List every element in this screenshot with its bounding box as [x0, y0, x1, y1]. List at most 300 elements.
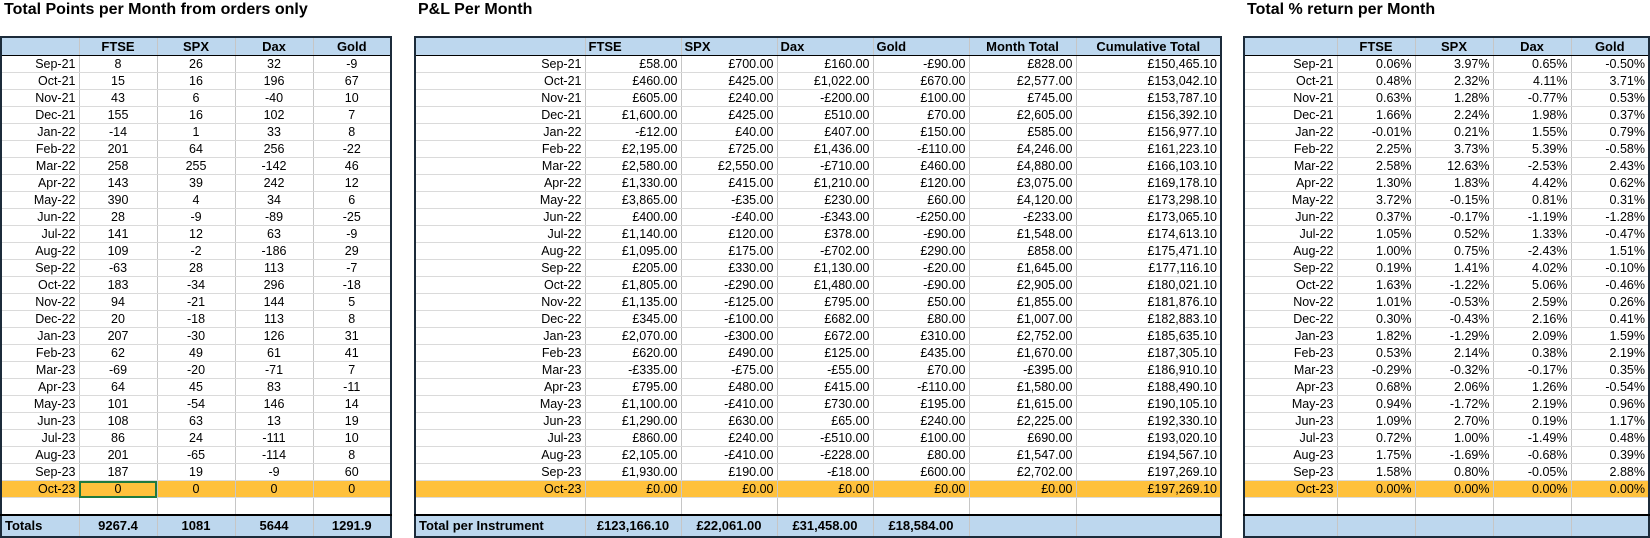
- month-cell[interactable]: May-23: [415, 396, 585, 413]
- value-cell[interactable]: -1.28%: [1571, 209, 1649, 226]
- ret-header-4[interactable]: Gold: [1571, 37, 1649, 56]
- month-cell[interactable]: Apr-23: [415, 379, 585, 396]
- value-cell[interactable]: 3.73%: [1415, 141, 1493, 158]
- value-cell[interactable]: -0.43%: [1415, 311, 1493, 328]
- value-cell[interactable]: 0: [157, 481, 235, 498]
- value-cell[interactable]: 2.32%: [1415, 73, 1493, 90]
- value-cell[interactable]: 46: [313, 158, 391, 175]
- month-cell[interactable]: Apr-22: [1, 175, 79, 192]
- empty-cell[interactable]: [969, 498, 1076, 516]
- month-cell[interactable]: Jan-23: [1244, 328, 1337, 345]
- value-cell[interactable]: 1.58%: [1337, 464, 1415, 481]
- value-cell[interactable]: 2.09%: [1493, 328, 1571, 345]
- value-cell[interactable]: 83: [235, 379, 313, 396]
- value-cell[interactable]: 0.00%: [1571, 481, 1649, 498]
- value-cell[interactable]: -1.69%: [1415, 447, 1493, 464]
- value-cell[interactable]: 6: [313, 192, 391, 209]
- value-cell[interactable]: 108: [79, 413, 157, 430]
- month-cell[interactable]: Sep-22: [1244, 260, 1337, 277]
- value-cell[interactable]: £188,490.10: [1076, 379, 1221, 396]
- value-cell[interactable]: 60: [313, 464, 391, 481]
- value-cell[interactable]: £415.00: [681, 175, 777, 192]
- value-cell[interactable]: -2.53%: [1493, 158, 1571, 175]
- empty-cell[interactable]: [681, 498, 777, 516]
- value-cell[interactable]: £1,290.00: [585, 413, 681, 430]
- month-cell[interactable]: Sep-23: [1244, 464, 1337, 481]
- value-cell[interactable]: 63: [235, 226, 313, 243]
- value-cell[interactable]: £150.00: [873, 124, 969, 141]
- value-cell[interactable]: 0: [79, 481, 157, 498]
- value-cell[interactable]: 94: [79, 294, 157, 311]
- value-cell[interactable]: 2.19%: [1493, 396, 1571, 413]
- value-cell[interactable]: -9: [157, 209, 235, 226]
- value-cell[interactable]: 258: [79, 158, 157, 175]
- value-cell[interactable]: -£55.00: [777, 362, 873, 379]
- value-cell[interactable]: -£250.00: [873, 209, 969, 226]
- month-cell[interactable]: Oct-21: [415, 73, 585, 90]
- month-cell[interactable]: Oct-23: [1244, 481, 1337, 498]
- value-cell[interactable]: £80.00: [873, 311, 969, 328]
- value-cell[interactable]: 2.43%: [1571, 158, 1649, 175]
- value-cell[interactable]: 28: [157, 260, 235, 277]
- value-cell[interactable]: 296: [235, 277, 313, 294]
- value-cell[interactable]: -18: [157, 311, 235, 328]
- month-cell[interactable]: Jul-22: [1244, 226, 1337, 243]
- value-cell[interactable]: £2,905.00: [969, 277, 1076, 294]
- value-cell[interactable]: 8: [79, 56, 157, 73]
- value-cell[interactable]: 14: [313, 396, 391, 413]
- value-cell[interactable]: 29: [313, 243, 391, 260]
- month-cell[interactable]: Dec-21: [1, 107, 79, 124]
- month-cell[interactable]: Mar-23: [1244, 362, 1337, 379]
- value-cell[interactable]: 32: [235, 56, 313, 73]
- value-cell[interactable]: £65.00: [777, 413, 873, 430]
- pnl-header-3[interactable]: Dax: [777, 37, 873, 56]
- value-cell[interactable]: £2,550.00: [681, 158, 777, 175]
- month-cell[interactable]: Sep-22: [415, 260, 585, 277]
- value-cell[interactable]: £1,600.00: [585, 107, 681, 124]
- month-cell[interactable]: Nov-21: [1, 90, 79, 107]
- empty-cell[interactable]: [1244, 498, 1337, 516]
- value-cell[interactable]: 0.72%: [1337, 430, 1415, 447]
- value-cell[interactable]: -9: [313, 226, 391, 243]
- value-cell[interactable]: £4,246.00: [969, 141, 1076, 158]
- value-cell[interactable]: 1: [157, 124, 235, 141]
- value-cell[interactable]: £3,075.00: [969, 175, 1076, 192]
- value-cell[interactable]: 0.53%: [1571, 90, 1649, 107]
- value-cell[interactable]: 86: [79, 430, 157, 447]
- empty-cell[interactable]: [79, 498, 157, 516]
- month-cell[interactable]: Nov-22: [1244, 294, 1337, 311]
- month-cell[interactable]: Jun-23: [415, 413, 585, 430]
- month-cell[interactable]: Sep-21: [1244, 56, 1337, 73]
- month-cell[interactable]: Mar-22: [1, 158, 79, 175]
- value-cell[interactable]: £175.00: [681, 243, 777, 260]
- value-cell[interactable]: -£90.00: [873, 56, 969, 73]
- points-header-2[interactable]: SPX: [157, 37, 235, 56]
- value-cell[interactable]: £2,580.00: [585, 158, 681, 175]
- value-cell[interactable]: 0.80%: [1415, 464, 1493, 481]
- value-cell[interactable]: £378.00: [777, 226, 873, 243]
- value-cell[interactable]: £0.00: [777, 481, 873, 498]
- month-cell[interactable]: Jan-22: [1244, 124, 1337, 141]
- value-cell[interactable]: 1.17%: [1571, 413, 1649, 430]
- value-cell[interactable]: 0.41%: [1571, 311, 1649, 328]
- value-cell[interactable]: -£110.00: [873, 141, 969, 158]
- value-cell[interactable]: 26: [157, 56, 235, 73]
- value-cell[interactable]: £2,752.00: [969, 328, 1076, 345]
- value-cell[interactable]: 49: [157, 345, 235, 362]
- points-header-3[interactable]: Dax: [235, 37, 313, 56]
- value-cell[interactable]: -£12.00: [585, 124, 681, 141]
- value-cell[interactable]: -0.15%: [1415, 192, 1493, 209]
- totals-value[interactable]: 1081: [157, 515, 235, 537]
- value-cell[interactable]: £169,178.10: [1076, 175, 1221, 192]
- value-cell[interactable]: 13: [235, 413, 313, 430]
- value-cell[interactable]: 109: [79, 243, 157, 260]
- value-cell[interactable]: £425.00: [681, 107, 777, 124]
- value-cell[interactable]: £182,883.10: [1076, 311, 1221, 328]
- value-cell[interactable]: 3.72%: [1337, 192, 1415, 209]
- value-cell[interactable]: £795.00: [777, 294, 873, 311]
- pnl-header-1[interactable]: FTSE: [585, 37, 681, 56]
- month-cell[interactable]: Nov-21: [1244, 90, 1337, 107]
- empty-cell[interactable]: [1076, 498, 1221, 516]
- value-cell[interactable]: -0.50%: [1571, 56, 1649, 73]
- value-cell[interactable]: -£343.00: [777, 209, 873, 226]
- value-cell[interactable]: £407.00: [777, 124, 873, 141]
- value-cell[interactable]: -114: [235, 447, 313, 464]
- empty-cell[interactable]: [415, 498, 585, 516]
- value-cell[interactable]: £190,105.10: [1076, 396, 1221, 413]
- value-cell[interactable]: -£90.00: [873, 226, 969, 243]
- value-cell[interactable]: 0.48%: [1571, 430, 1649, 447]
- month-cell[interactable]: Dec-22: [1244, 311, 1337, 328]
- month-cell[interactable]: Sep-22: [1, 260, 79, 277]
- points-header-0[interactable]: [1, 37, 79, 56]
- value-cell[interactable]: £173,298.10: [1076, 192, 1221, 209]
- value-cell[interactable]: -9: [313, 56, 391, 73]
- value-cell[interactable]: £161,223.10: [1076, 141, 1221, 158]
- value-cell[interactable]: £290.00: [873, 243, 969, 260]
- value-cell[interactable]: £725.00: [681, 141, 777, 158]
- totals-value[interactable]: [1493, 515, 1571, 537]
- value-cell[interactable]: £1,140.00: [585, 226, 681, 243]
- value-cell[interactable]: £828.00: [969, 56, 1076, 73]
- value-cell[interactable]: -11: [313, 379, 391, 396]
- value-cell[interactable]: £460.00: [585, 73, 681, 90]
- month-cell[interactable]: Mar-23: [1, 362, 79, 379]
- value-cell[interactable]: 2.16%: [1493, 311, 1571, 328]
- value-cell[interactable]: 102: [235, 107, 313, 124]
- pnl-header-5[interactable]: Month Total: [969, 37, 1076, 56]
- value-cell[interactable]: 34: [235, 192, 313, 209]
- month-cell[interactable]: Apr-22: [1244, 175, 1337, 192]
- value-cell[interactable]: 0.65%: [1493, 56, 1571, 73]
- value-cell[interactable]: -0.47%: [1571, 226, 1649, 243]
- value-cell[interactable]: £3,865.00: [585, 192, 681, 209]
- value-cell[interactable]: -2.43%: [1493, 243, 1571, 260]
- value-cell[interactable]: -£18.00: [777, 464, 873, 481]
- value-cell[interactable]: 2.06%: [1415, 379, 1493, 396]
- month-cell[interactable]: Jul-22: [415, 226, 585, 243]
- value-cell[interactable]: £460.00: [873, 158, 969, 175]
- value-cell[interactable]: £0.00: [873, 481, 969, 498]
- value-cell[interactable]: 1.00%: [1415, 430, 1493, 447]
- month-cell[interactable]: Apr-23: [1, 379, 79, 396]
- month-cell[interactable]: Jun-22: [415, 209, 585, 226]
- month-cell[interactable]: Aug-22: [1244, 243, 1337, 260]
- value-cell[interactable]: -65: [157, 447, 235, 464]
- value-cell[interactable]: £205.00: [585, 260, 681, 277]
- empty-cell[interactable]: [1, 498, 79, 516]
- value-cell[interactable]: 19: [313, 413, 391, 430]
- month-cell[interactable]: Jun-22: [1, 209, 79, 226]
- value-cell[interactable]: -111: [235, 430, 313, 447]
- value-cell[interactable]: £1,330.00: [585, 175, 681, 192]
- value-cell[interactable]: £1,007.00: [969, 311, 1076, 328]
- totals-value[interactable]: [969, 515, 1076, 537]
- value-cell[interactable]: £70.00: [873, 107, 969, 124]
- value-cell[interactable]: £120.00: [681, 226, 777, 243]
- value-cell[interactable]: -30: [157, 328, 235, 345]
- month-cell[interactable]: Dec-21: [415, 107, 585, 124]
- value-cell[interactable]: -63: [79, 260, 157, 277]
- value-cell[interactable]: 0.75%: [1415, 243, 1493, 260]
- value-cell[interactable]: £1,100.00: [585, 396, 681, 413]
- month-cell[interactable]: Dec-22: [1, 311, 79, 328]
- value-cell[interactable]: -0.46%: [1571, 277, 1649, 294]
- totals-value[interactable]: 1291.9: [313, 515, 391, 537]
- totals-value[interactable]: [1571, 515, 1649, 537]
- value-cell[interactable]: 0.94%: [1337, 396, 1415, 413]
- value-cell[interactable]: £192,330.10: [1076, 413, 1221, 430]
- month-cell[interactable]: Jan-22: [1, 124, 79, 141]
- month-cell[interactable]: Jul-22: [1, 226, 79, 243]
- value-cell[interactable]: £1,095.00: [585, 243, 681, 260]
- value-cell[interactable]: £186,910.10: [1076, 362, 1221, 379]
- month-cell[interactable]: Jul-23: [415, 430, 585, 447]
- value-cell[interactable]: -1.49%: [1493, 430, 1571, 447]
- value-cell[interactable]: 67: [313, 73, 391, 90]
- month-cell[interactable]: Nov-22: [1, 294, 79, 311]
- value-cell[interactable]: 0.19%: [1337, 260, 1415, 277]
- value-cell[interactable]: £510.00: [777, 107, 873, 124]
- month-cell[interactable]: Oct-21: [1244, 73, 1337, 90]
- value-cell[interactable]: -£110.00: [873, 379, 969, 396]
- totals-label[interactable]: Total per Instrument: [415, 515, 585, 537]
- value-cell[interactable]: 28: [79, 209, 157, 226]
- value-cell[interactable]: £435.00: [873, 345, 969, 362]
- month-cell[interactable]: May-23: [1, 396, 79, 413]
- totals-value[interactable]: 9267.4: [79, 515, 157, 537]
- value-cell[interactable]: -2: [157, 243, 235, 260]
- month-cell[interactable]: Sep-23: [1, 464, 79, 481]
- value-cell[interactable]: 4: [157, 192, 235, 209]
- value-cell[interactable]: 113: [235, 311, 313, 328]
- empty-cell[interactable]: [777, 498, 873, 516]
- points-header-1[interactable]: FTSE: [79, 37, 157, 56]
- value-cell[interactable]: -£228.00: [777, 447, 873, 464]
- month-cell[interactable]: Jul-23: [1244, 430, 1337, 447]
- value-cell[interactable]: 0.37%: [1571, 107, 1649, 124]
- value-cell[interactable]: £70.00: [873, 362, 969, 379]
- value-cell[interactable]: 8: [313, 124, 391, 141]
- value-cell[interactable]: £0.00: [585, 481, 681, 498]
- value-cell[interactable]: -£35.00: [681, 192, 777, 209]
- value-cell[interactable]: -69: [79, 362, 157, 379]
- value-cell[interactable]: 4.11%: [1493, 73, 1571, 90]
- value-cell[interactable]: 201: [79, 141, 157, 158]
- value-cell[interactable]: 0.35%: [1571, 362, 1649, 379]
- ret-header-3[interactable]: Dax: [1493, 37, 1571, 56]
- value-cell[interactable]: £585.00: [969, 124, 1076, 141]
- month-cell[interactable]: Jun-23: [1, 413, 79, 430]
- month-cell[interactable]: Oct-22: [1244, 277, 1337, 294]
- month-cell[interactable]: Mar-23: [415, 362, 585, 379]
- month-cell[interactable]: Sep-21: [415, 56, 585, 73]
- value-cell[interactable]: -0.32%: [1415, 362, 1493, 379]
- value-cell[interactable]: 1.82%: [1337, 328, 1415, 345]
- value-cell[interactable]: £240.00: [873, 413, 969, 430]
- value-cell[interactable]: -0.17%: [1493, 362, 1571, 379]
- value-cell[interactable]: -1.29%: [1415, 328, 1493, 345]
- month-cell[interactable]: Feb-22: [1, 141, 79, 158]
- value-cell[interactable]: £190.00: [681, 464, 777, 481]
- value-cell[interactable]: 7: [313, 107, 391, 124]
- ret-header-0[interactable]: [1244, 37, 1337, 56]
- value-cell[interactable]: 0.63%: [1337, 90, 1415, 107]
- month-cell[interactable]: Jan-23: [1, 328, 79, 345]
- value-cell[interactable]: 155: [79, 107, 157, 124]
- value-cell[interactable]: £330.00: [681, 260, 777, 277]
- empty-cell[interactable]: [235, 498, 313, 516]
- value-cell[interactable]: £600.00: [873, 464, 969, 481]
- value-cell[interactable]: £1,135.00: [585, 294, 681, 311]
- value-cell[interactable]: -25: [313, 209, 391, 226]
- value-cell[interactable]: £173,065.10: [1076, 209, 1221, 226]
- value-cell[interactable]: 8: [313, 447, 391, 464]
- value-cell[interactable]: £670.00: [873, 73, 969, 90]
- pnl-header-2[interactable]: SPX: [681, 37, 777, 56]
- month-cell[interactable]: Aug-22: [415, 243, 585, 260]
- value-cell[interactable]: 16: [157, 107, 235, 124]
- value-cell[interactable]: 1.30%: [1337, 175, 1415, 192]
- value-cell[interactable]: 0.21%: [1415, 124, 1493, 141]
- totals-value[interactable]: 5644: [235, 515, 313, 537]
- value-cell[interactable]: £1,436.00: [777, 141, 873, 158]
- totals-label[interactable]: [1244, 515, 1337, 537]
- value-cell[interactable]: -£20.00: [873, 260, 969, 277]
- month-cell[interactable]: Jul-23: [1, 430, 79, 447]
- empty-cell[interactable]: [1415, 498, 1493, 516]
- value-cell[interactable]: 0.96%: [1571, 396, 1649, 413]
- value-cell[interactable]: -1.72%: [1415, 396, 1493, 413]
- value-cell[interactable]: -£410.00: [681, 447, 777, 464]
- month-cell[interactable]: Nov-22: [415, 294, 585, 311]
- value-cell[interactable]: £187,305.10: [1076, 345, 1221, 362]
- value-cell[interactable]: £490.00: [681, 345, 777, 362]
- value-cell[interactable]: 207: [79, 328, 157, 345]
- value-cell[interactable]: 1.05%: [1337, 226, 1415, 243]
- month-cell[interactable]: May-22: [1, 192, 79, 209]
- value-cell[interactable]: -£100.00: [681, 311, 777, 328]
- totals-label[interactable]: Totals: [1, 515, 79, 537]
- value-cell[interactable]: -£40.00: [681, 209, 777, 226]
- value-cell[interactable]: £153,042.10: [1076, 73, 1221, 90]
- value-cell[interactable]: 0.81%: [1493, 192, 1571, 209]
- value-cell[interactable]: £2,577.00: [969, 73, 1076, 90]
- value-cell[interactable]: £175,471.10: [1076, 243, 1221, 260]
- value-cell[interactable]: -71: [235, 362, 313, 379]
- value-cell[interactable]: £2,702.00: [969, 464, 1076, 481]
- value-cell[interactable]: 0: [313, 481, 391, 498]
- value-cell[interactable]: £1,645.00: [969, 260, 1076, 277]
- value-cell[interactable]: £150,465.10: [1076, 56, 1221, 73]
- value-cell[interactable]: -20: [157, 362, 235, 379]
- value-cell[interactable]: £1,210.00: [777, 175, 873, 192]
- value-cell[interactable]: -£335.00: [585, 362, 681, 379]
- value-cell[interactable]: £50.00: [873, 294, 969, 311]
- value-cell[interactable]: £400.00: [585, 209, 681, 226]
- value-cell[interactable]: 0.48%: [1337, 73, 1415, 90]
- value-cell[interactable]: £230.00: [777, 192, 873, 209]
- value-cell[interactable]: -0.05%: [1493, 464, 1571, 481]
- value-cell[interactable]: -£300.00: [681, 328, 777, 345]
- value-cell[interactable]: -21: [157, 294, 235, 311]
- value-cell[interactable]: £605.00: [585, 90, 681, 107]
- value-cell[interactable]: 1.33%: [1493, 226, 1571, 243]
- value-cell[interactable]: £240.00: [681, 430, 777, 447]
- empty-cell[interactable]: [1493, 498, 1571, 516]
- value-cell[interactable]: -£510.00: [777, 430, 873, 447]
- ret-header-1[interactable]: FTSE: [1337, 37, 1415, 56]
- value-cell[interactable]: £195.00: [873, 396, 969, 413]
- value-cell[interactable]: £193,020.10: [1076, 430, 1221, 447]
- value-cell[interactable]: 5.06%: [1493, 277, 1571, 294]
- value-cell[interactable]: 0.06%: [1337, 56, 1415, 73]
- value-cell[interactable]: -£233.00: [969, 209, 1076, 226]
- month-cell[interactable]: Sep-23: [415, 464, 585, 481]
- month-cell[interactable]: Apr-22: [415, 175, 585, 192]
- value-cell[interactable]: 255: [157, 158, 235, 175]
- value-cell[interactable]: -0.10%: [1571, 260, 1649, 277]
- month-cell[interactable]: Aug-23: [415, 447, 585, 464]
- value-cell[interactable]: £0.00: [681, 481, 777, 498]
- value-cell[interactable]: -89: [235, 209, 313, 226]
- value-cell[interactable]: 39: [157, 175, 235, 192]
- value-cell[interactable]: 101: [79, 396, 157, 413]
- value-cell[interactable]: 2.58%: [1337, 158, 1415, 175]
- value-cell[interactable]: £690.00: [969, 430, 1076, 447]
- value-cell[interactable]: £1,615.00: [969, 396, 1076, 413]
- value-cell[interactable]: 146: [235, 396, 313, 413]
- value-cell[interactable]: -0.77%: [1493, 90, 1571, 107]
- value-cell[interactable]: 5: [313, 294, 391, 311]
- value-cell[interactable]: 33: [235, 124, 313, 141]
- value-cell[interactable]: £630.00: [681, 413, 777, 430]
- month-cell[interactable]: Jan-23: [415, 328, 585, 345]
- value-cell[interactable]: 0.00%: [1415, 481, 1493, 498]
- value-cell[interactable]: £1,930.00: [585, 464, 681, 481]
- value-cell[interactable]: 12: [313, 175, 391, 192]
- month-cell[interactable]: Jun-22: [1244, 209, 1337, 226]
- value-cell[interactable]: 16: [157, 73, 235, 90]
- value-cell[interactable]: £0.00: [969, 481, 1076, 498]
- value-cell[interactable]: £1,548.00: [969, 226, 1076, 243]
- empty-cell[interactable]: [1571, 498, 1649, 516]
- value-cell[interactable]: 12: [157, 226, 235, 243]
